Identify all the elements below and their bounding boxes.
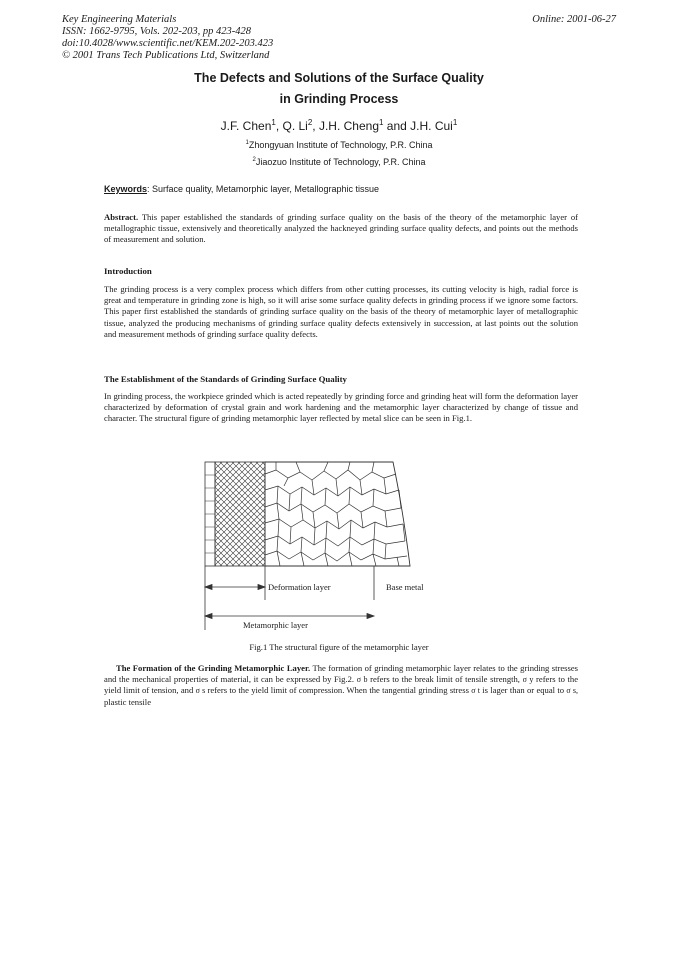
author-2-sup: 2 xyxy=(307,118,313,127)
keywords-text: Surface quality, Metamorphic layer, Metallographic tissue xyxy=(152,184,379,194)
affiliation-2-sup: 2 xyxy=(252,157,256,163)
paper-title xyxy=(0,68,678,110)
sigma-s: σ s xyxy=(195,686,206,696)
formation-paragraph xyxy=(104,663,578,708)
abstract xyxy=(104,212,578,246)
formation-heading: The Formation of the Grinding Metamorphic Layer. xyxy=(116,663,311,673)
abstract-label: Abstract. xyxy=(104,212,139,222)
label-metamorphic-layer: Metamorphic layer xyxy=(243,620,308,630)
metamorphic-layer-figure xyxy=(200,460,450,636)
introduction-heading: Introduction xyxy=(104,266,152,276)
sigma-y: σ y xyxy=(522,675,534,685)
formation-text-3: refers to the yield limit of tension, and xyxy=(104,674,579,696)
author-1-sup: 1 xyxy=(271,118,276,127)
journal-header xyxy=(62,14,273,62)
figure-caption: Fig.1 The structural figure of the metamorphic layer xyxy=(249,642,429,652)
affiliation-1-text: Zhongyuan Institute of Technology, P.R. China xyxy=(248,140,433,150)
sigma-t: σ t xyxy=(471,686,480,696)
sigma-b: σ b xyxy=(356,675,368,685)
author-list: J.F. Chen$^1$, Q. Li$^2$, J.H. Cheng$^1$ and J.H. Cui$^1$ xyxy=(220,118,458,133)
layer-blocks xyxy=(205,462,265,566)
formation-text-1: The formation of grinding metamorphic layer relates to the grinding stresses and the mechanical properties of material, it can be expressed by Fig.2. xyxy=(104,663,579,685)
sigma-s-2: σ s, xyxy=(566,686,578,696)
keywords-label: Keywords xyxy=(104,184,148,194)
formation-text-5: is lager than or equal to xyxy=(482,685,565,696)
formation-text-4: refers to the yield limit of compression. When the tangential grinding stress xyxy=(207,685,469,696)
affiliation-1 xyxy=(0,140,678,150)
author-and: and xyxy=(386,119,407,133)
label-base-metal: Base metal xyxy=(386,582,424,592)
affiliation-2 xyxy=(0,157,678,167)
affiliation-1-sup: 1 xyxy=(245,140,249,146)
journal-name: Key Engineering Materials xyxy=(62,14,177,25)
title-line-1: The Defects and Solutions of the Surface Quality xyxy=(194,71,484,85)
issn-line: ISSN: 1662-9795, Vols. 202-203, pp 423-428 xyxy=(62,26,251,37)
abstract-text: This paper established the standards of grinding surface quality on the basis of the theory of the metamorphic layer of metallographic tissue, extensively and theoretically analyzed the hackneyed grinding surface quality defects, and points out the methods of measurement and solution. xyxy=(104,212,578,245)
grain-structure xyxy=(265,462,410,566)
author-4: J.H. Cui xyxy=(410,119,453,133)
formation-text-2: refers to the break limit of tensile strength, xyxy=(370,674,520,685)
author-2: Q. Li xyxy=(282,119,308,133)
affiliation-2-text: Jiaozuo Institute of Technology, P.R. China xyxy=(255,157,426,167)
author-3: J.H. Cheng xyxy=(318,119,379,133)
establishment-text: In grinding process, the workpiece grinded which is acted repeatedly by grinding force and grinding heat will form the deformation layer characterized by deformation of crystal grain and work hardening and the metamorphic layer characterized by change of tissue and character. The structural figure of grinding metamorphic layer reflected by metal slice can be seen in Fig.1. xyxy=(104,391,578,424)
label-deformation-layer: Deformation layer xyxy=(268,582,331,592)
formation-text-6: plastic tensile xyxy=(104,696,152,707)
author-1: J.F. Chen xyxy=(220,119,272,133)
introduction-text: The grinding process is a very complex process which differs from other cutting processes, its cutting velocity is high, radial force is great and temperature in grinding zone is high, so it will arise some surface quality defects in grinding process if we ignore some factors. This paper first established the standards of grinding surface quality on the basis of the theory of metamorphic layer of metallographic tissue, analyzed the producing mechanisms of grinding surface quality defects extensively in succession, at last points out the solution and measurement methods of grinding surface quality defects. xyxy=(104,284,578,339)
author-3-sup: 1 xyxy=(379,118,384,127)
keywords: Keywords: Surface quality, Metamorphic layer, Metallographic tissue xyxy=(104,184,379,194)
title-line-2: in Grinding Process xyxy=(279,92,399,106)
doi-line: doi:10.4028/www.scientific.net/KEM.202-203.423 xyxy=(62,38,274,49)
online-date: Online: 2001-06-27 xyxy=(532,14,616,25)
establishment-heading: The Establishment of the Standards of Grinding Surface Quality xyxy=(104,374,347,384)
author-4-sup: 1 xyxy=(452,118,458,127)
copyright-line: © 2001 Trans Tech Publications Ltd, Switzerland xyxy=(62,50,270,61)
